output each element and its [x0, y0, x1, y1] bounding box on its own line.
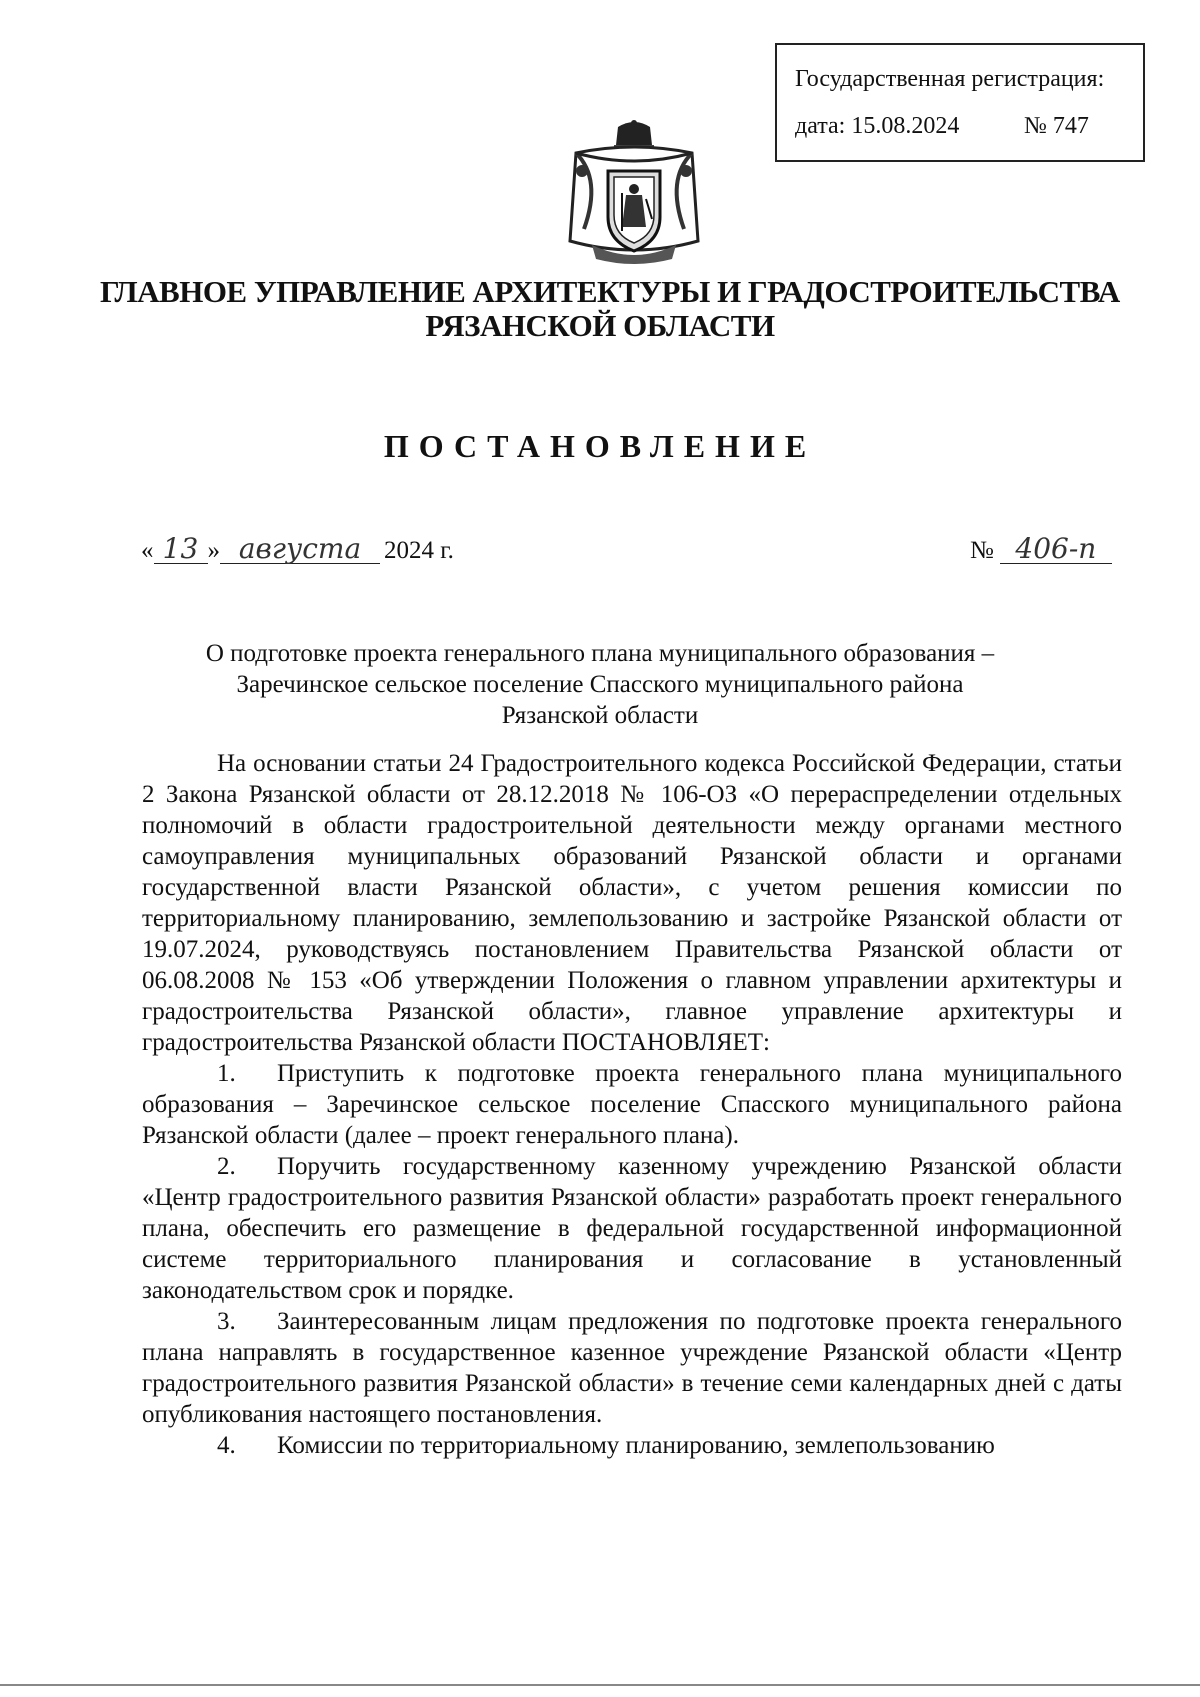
date-year: 2024 г. [384, 537, 454, 564]
item-text: Поручить государственному казенному учреждению Рязанской области «Центр градостроительного развития Рязанской области» разработать проект генерального плана, обеспечить его размещение в федеральной государственной информационной системе территориального планирования и согласование в установленный законодательством срок и порядке. [142, 1153, 1122, 1304]
item-number: 3. [217, 1308, 236, 1335]
list-item [142, 1151, 1122, 1306]
document-type: ПОСТАНОВЛЕНИЕ [383, 428, 817, 464]
date-open-quote: « [141, 537, 154, 564]
subject-line3: Рязанской области [501, 702, 699, 729]
date-month: августа [220, 535, 380, 564]
list-item [142, 1058, 1122, 1151]
number-value: 406-п [1000, 535, 1112, 564]
list-item [142, 1430, 1122, 1461]
registration-date: дата: 15.08.2024 [795, 113, 960, 139]
page-bottom-divider [0, 1684, 1200, 1686]
item-text: Заинтересованным лицам предложения по подготовке проекта генерального плана направлять в государственное казенное учреждение Рязанской области «Центр градостроительного развития Рязанской области» в течение семи календарных дней с даты опубликования настоящего постановления. [142, 1308, 1122, 1428]
document-subject [120, 638, 1080, 731]
document-date [141, 532, 454, 565]
org-title-line2: РЯЗАНСКОЙ ОБЛАСТИ [425, 308, 775, 343]
subject-line2: Заречинское сельское поселение Спасского муниципального района [236, 671, 964, 698]
document-number [970, 532, 1112, 565]
list-item [142, 1306, 1122, 1430]
subject-line1: О подготовке проекта генерального плана муниципального образования – [205, 640, 995, 667]
registration-stamp [775, 43, 1145, 162]
item-number: 1. [217, 1060, 236, 1087]
org-title-line1: ГЛАВНОЕ УПРАВЛЕНИЕ АРХИТЕКТУРЫ И ГРАДОСТРОИТЕЛЬСТВА [100, 274, 1120, 309]
preamble-paragraph: На основании статьи 24 Градостроительного кодекса Российской Федерации, статьи 2 Закона Рязанской области от 28.12.2018 № 106-ОЗ «О перераспределении отдельных полномочий в области градостроительной деятельности между органами местного самоуправления муниципальных образований Рязанской области и органами государственной власти Рязанской области», с учетом решения комиссии по территориальному планированию, землепользованию и застройке Рязанской области от 19.07.2024, руководствуясь постановлением Правительства Рязанской области от 06.08.2008 № 153 «Об утверждении Положения о главном управлении архитектуры и градостроительства Рязанской области», главное управление архитектуры и градостроительства Рязанской области ПОСТАНОВЛЯЕТ: [142, 750, 1122, 1056]
document-body [142, 748, 1122, 1461]
registration-title: Государственная регистрация: [795, 66, 1105, 92]
item-number: 2. [217, 1153, 236, 1180]
item-text: Приступить к подготовке проекта генерального плана муниципального образования – Заречинское сельское поселение Спасского муниципального района Рязанской области (далее – проект генерального плана). [142, 1060, 1122, 1149]
item-number: 4. [217, 1432, 236, 1459]
date-day: 13 [154, 535, 208, 564]
number-label: № [970, 537, 994, 564]
item-text: Комиссии по территориальному планированию, землепользованию [277, 1432, 995, 1459]
ryazan-coat-of-arms-icon [562, 119, 706, 269]
registration-number: № 747 [1024, 113, 1089, 139]
date-close-quote: » [207, 537, 220, 564]
